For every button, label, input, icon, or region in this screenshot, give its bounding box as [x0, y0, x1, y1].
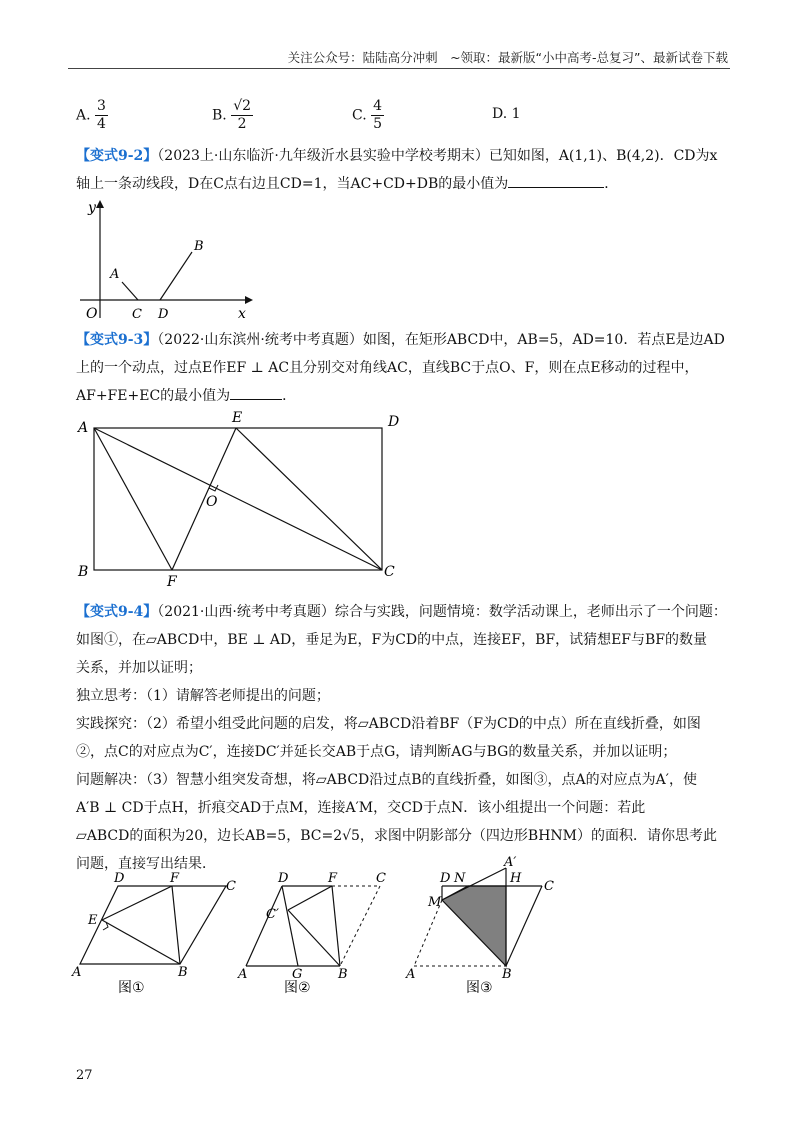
option-c — [352, 98, 384, 133]
label-c: C — [544, 879, 554, 894]
option-a — [76, 98, 108, 133]
page-header: 关注公众号：陆陆高分冲刺 ~领取：最新版“小中高考-总复习”、最新试卷下载 — [287, 50, 728, 65]
figure-1 — [70, 868, 250, 998]
option-c-fraction — [371, 98, 384, 133]
segment-cb — [506, 886, 542, 966]
option-b-letter: B. — [212, 107, 227, 124]
label-o: O — [86, 306, 98, 322]
segment-be — [102, 920, 180, 964]
label-b: B — [502, 967, 512, 982]
header-divider — [68, 68, 730, 69]
label-c: C — [226, 879, 236, 894]
label-e: E — [232, 410, 243, 426]
figure-9-3 — [72, 404, 412, 588]
option-a-num: 3 — [97, 98, 106, 114]
option-d — [492, 106, 521, 122]
label-o: O — [206, 494, 218, 510]
answer-blank[interactable] — [508, 171, 604, 188]
problem-9-4-line6: ②，点C的对应点为C′，连接DC′并延长交AB于点G，请判断AG与BG的数量关系，并加以证明； — [76, 744, 677, 760]
segment-ef — [102, 886, 172, 920]
label-h: H — [510, 871, 522, 886]
label-n: N — [454, 871, 466, 886]
segment-ec — [236, 428, 382, 570]
problem-9-4-line9: ▱ABCD的面积为20，边长AB=5，BC=2√5，求图中阴影部分（四边形BHNM）的面积．请你思考此 — [76, 828, 718, 844]
option-a-den: 4 — [97, 116, 106, 132]
label-a: A — [238, 967, 248, 982]
problem-9-3-line3-end: ． — [282, 388, 297, 404]
diagonal-ac — [94, 428, 382, 570]
problem-9-4-line1 — [76, 598, 728, 626]
option-b-num: √2 — [233, 98, 252, 114]
problem-9-3-line1-text: （2022·山东滨州·统考中考真题）如图，在矩形ABCD中，AB=5，AD=10．若点E是边AD — [157, 332, 725, 348]
problem-9-4-text — [76, 598, 728, 878]
option-d-value: 1 — [511, 106, 521, 122]
problem-9-4-line7: 问题解决：（3）智慧小组突发奇想，将▱ABCD沿过点B的直线折叠，如图③，点A的对应点为A′，使 — [76, 772, 697, 788]
problem-9-2-line1 — [76, 142, 728, 170]
problem-9-2-tag: 【变式9-2】 — [76, 148, 158, 164]
option-b-fraction — [231, 98, 253, 133]
figure-1-caption: 图① — [118, 980, 145, 996]
problem-9-2-line2-text: 轴上一条动线段，D在C点右边且CD=1，当AC+CD+DB的最小值为 — [76, 176, 509, 192]
option-c-den: 5 — [373, 116, 383, 132]
option-b — [212, 98, 253, 133]
label-b: B — [194, 239, 204, 254]
segment-db — [160, 252, 192, 300]
segment-fe — [172, 428, 236, 570]
figure-3-caption: 图③ — [466, 980, 493, 996]
label-m: M — [428, 895, 442, 910]
problem-9-4-line2: 如图①，在▱ABCD中，BE ⊥ AD，垂足为E，F为CD的中点，连接EF，BF，试猜想EF与BF的数量 — [76, 632, 708, 648]
label-c: C — [384, 564, 395, 580]
label-d: D — [388, 414, 400, 430]
problem-9-4-line4: 独立思考：（1）请解答老师提出的问题； — [76, 688, 330, 704]
option-d-letter: D. — [492, 106, 508, 122]
label-d: D — [278, 871, 289, 886]
problem-9-3-tag: 【变式9-3】 — [76, 332, 158, 348]
parallelogram-abcd — [80, 886, 226, 964]
figure-2 — [236, 868, 406, 998]
option-a-fraction — [95, 98, 108, 133]
label-b: B — [338, 967, 348, 982]
label-a: A — [110, 267, 120, 282]
label-f: F — [167, 574, 177, 588]
answer-blank-9-3[interactable] — [230, 383, 282, 400]
label-f: F — [170, 871, 180, 886]
label-d: D — [114, 871, 125, 886]
label-e: E — [88, 913, 98, 928]
figure-2-caption: 图② — [284, 980, 311, 996]
option-c-num: 4 — [373, 98, 383, 114]
label-a-prime: A′ — [504, 856, 517, 870]
label-x: x — [238, 306, 246, 322]
problem-9-2-text — [76, 142, 728, 198]
problem-9-4-line1-text: （2021·山西·统考中考真题）综合与实践，问题情境：数学活动课上，老师出示了一个问题： — [157, 604, 727, 620]
figure-3 — [402, 856, 572, 998]
label-c: C — [132, 307, 142, 322]
segment-fc1 — [288, 886, 332, 910]
problem-9-2-line2-end: ． — [604, 176, 619, 192]
label-a: A — [72, 965, 82, 980]
segment-bf — [332, 886, 340, 966]
problem-9-4-line8: A′B ⊥ CD于点H，折痕交AD于点M，连接A′M，交CD于点N．该小组提出一个问题：若此 — [76, 800, 646, 816]
problem-9-3-line2: 上的一个动点，过点E作EF ⊥ AC且分别交对角线AC，直线BC于点O、F，则在点E移动的过程中， — [76, 360, 699, 376]
problem-9-3-text — [76, 326, 728, 410]
segment-af — [94, 428, 172, 570]
label-y: y — [88, 200, 96, 216]
segment-bf — [172, 886, 180, 964]
segment-da — [246, 886, 282, 966]
label-d: D — [440, 871, 451, 886]
problem-9-4-line3: 关系，并加以证明； — [76, 660, 202, 676]
label-c: C — [376, 871, 386, 886]
option-c-letter: C. — [352, 107, 367, 124]
option-b-den: 2 — [237, 116, 247, 132]
x-axis-arrow — [245, 296, 253, 304]
shaded-quadrilateral-bhnm — [442, 886, 506, 966]
label-g: G — [292, 967, 303, 982]
label-c-prime: C′ — [266, 907, 279, 922]
problem-9-2-line1-text: （2023上·山东临沂·九年级沂水县实验中学校考期末）已知如图，A(1,1)、B(4,2)．CD为x — [157, 148, 718, 164]
problem-9-4-tag: 【变式9-4】 — [76, 604, 158, 620]
problem-9-2-line2 — [76, 170, 728, 198]
problem-9-3-line3-text: AF+FE+EC的最小值为 — [76, 388, 231, 404]
label-f: F — [328, 871, 338, 886]
problem-9-4-line10: 问题，直接写出结果． — [76, 856, 216, 872]
figure-9-2 — [70, 196, 260, 326]
option-a-letter: A. — [76, 107, 91, 124]
problem-9-3-line1 — [76, 326, 728, 354]
segment-dg — [282, 886, 298, 966]
page-number: 27 — [76, 1068, 93, 1083]
label-b: B — [178, 965, 188, 980]
segment-cb-dashed — [340, 886, 380, 966]
y-axis-arrow — [96, 200, 104, 208]
problem-9-4-line5: 实践探究：（2）希望小组受此问题的启发，将▱ABCD沿着BF（F为CD的中点）所在直线折叠，如图 — [76, 716, 701, 732]
label-a: A — [78, 420, 89, 436]
label-d: D — [158, 307, 169, 322]
label-a: A — [406, 967, 416, 982]
segment-ac — [122, 282, 138, 300]
label-b: B — [78, 564, 89, 580]
